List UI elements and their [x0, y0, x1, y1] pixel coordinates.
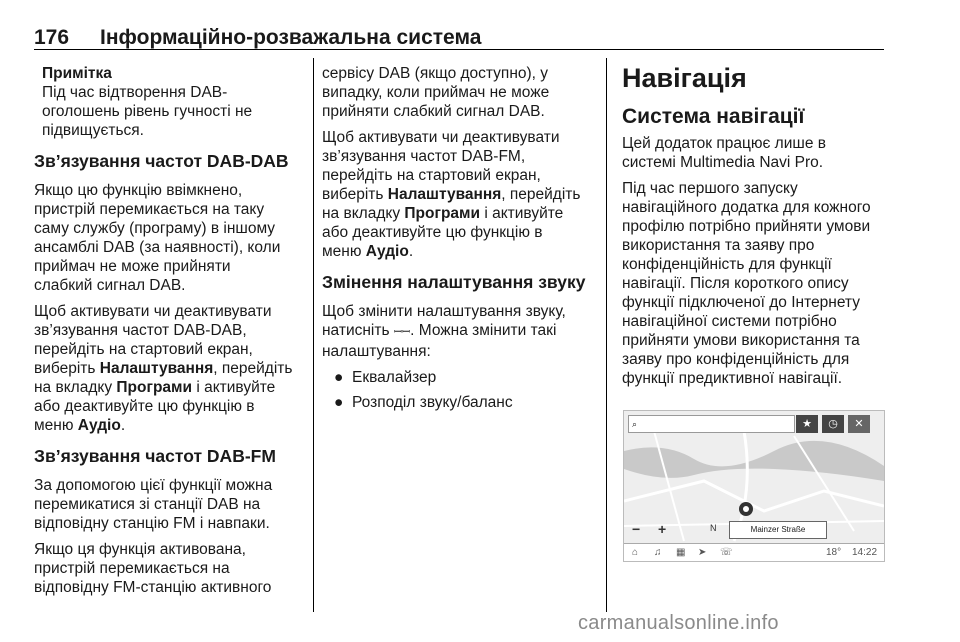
- paragraph: [322, 302, 602, 361]
- recent-clock-icon[interactable]: ◷: [822, 415, 844, 433]
- text: на вкладку: [322, 205, 405, 222]
- text-line: навігаційного додатка для кожного: [622, 199, 871, 216]
- text-line: зв’язування частот DAB-FM,: [322, 148, 526, 165]
- text-line: пристрій перемикається на: [34, 560, 230, 577]
- column-divider-1: [313, 58, 314, 612]
- close-icon[interactable]: ✕: [848, 415, 870, 433]
- text-line: саму службу (програму) в іншому: [34, 220, 276, 237]
- search-icon: ⌕: [632, 419, 638, 429]
- column-2: [322, 64, 602, 418]
- bullet-icon: ●: [334, 369, 344, 386]
- menu-term-programs: Програми: [404, 205, 481, 222]
- page-header: [34, 26, 481, 50]
- text-line: перемикатися зі станції DAB на: [34, 496, 261, 513]
- paragraph: [34, 476, 306, 533]
- note-line: Під час відтворення DAB-: [42, 84, 228, 101]
- equalizer-icon: ꟷꟷ: [393, 327, 411, 338]
- note-block: [42, 64, 306, 140]
- paragraph: [622, 134, 892, 172]
- paragraph: [322, 64, 602, 121]
- text-line: або деактивуйте цю функцію в: [34, 398, 255, 415]
- text: .: [120, 417, 126, 434]
- column-1: [34, 64, 306, 604]
- text-line: прийняти слабкий сигнал DAB.: [322, 103, 545, 120]
- text-line: За допомогою цієї функції можна: [34, 477, 273, 494]
- text: і активуйте: [480, 205, 564, 222]
- zoom-out-button[interactable]: −: [632, 521, 641, 537]
- phone-icon[interactable]: ☏: [720, 547, 733, 558]
- navigation-icon[interactable]: ➤: [698, 547, 707, 558]
- text-line: Якщо цю функцію ввімкнено,: [34, 182, 243, 199]
- navigation-screen-illustration: [623, 410, 885, 562]
- column-3: [622, 62, 892, 395]
- home-icon[interactable]: ⌂: [632, 547, 639, 558]
- text-line: Під час першого запуску: [622, 180, 798, 197]
- text-line: перейдіть на стартовий екран,: [34, 341, 253, 358]
- text-line: відповідну станцію FM і навпаки.: [34, 515, 270, 532]
- menu-term-audio: Аудіо: [77, 417, 121, 434]
- menu-term-programs: Програми: [116, 379, 193, 396]
- bullet-icon: ●: [334, 394, 344, 411]
- text: натисніть: [322, 322, 394, 339]
- text-line: пристрій перемикається на таку: [34, 201, 265, 218]
- text-line: випадку, коли приймач не може: [322, 84, 550, 101]
- menu-term-settings: Налаштування: [99, 360, 214, 377]
- text-line: прийняти умови використання та: [622, 332, 860, 349]
- music-icon[interactable]: ♫: [654, 547, 662, 558]
- paragraph: [34, 181, 306, 295]
- menu-term-settings: Налаштування: [387, 186, 502, 203]
- text-line: Щоб активувати чи деактивувати: [34, 303, 272, 320]
- heading-dab-dab: Зв’язування частот DAB-DAB: [34, 151, 289, 171]
- paragraph: [322, 128, 602, 261]
- paragraph: [34, 302, 306, 435]
- note-title: Примітка: [42, 65, 112, 82]
- text-line: Якщо ця функція активована,: [34, 541, 246, 558]
- text-line: налаштування:: [322, 343, 431, 360]
- text: на вкладку: [34, 379, 117, 396]
- apps-icon[interactable]: ▦: [676, 547, 686, 558]
- text-line: використання та заяву про: [622, 237, 815, 254]
- text-line: Цей додаток працює лише в: [622, 135, 826, 152]
- text: меню: [34, 417, 78, 434]
- section-title: Навігація: [622, 63, 747, 93]
- text-line: слабкий сигнал DAB.: [34, 277, 186, 294]
- list-item-label: Розподіл звуку/баланс: [352, 394, 513, 411]
- text-line: відповідну FM-станцію активного: [34, 579, 272, 596]
- note-line: оголошень рівень гучності не: [42, 103, 253, 120]
- text-line: конфіденційність для функції: [622, 256, 832, 273]
- page-number: 176: [34, 26, 70, 49]
- text-line: заяву про конфіденційність для: [622, 351, 850, 368]
- subsection-title: Система навігації: [622, 105, 805, 128]
- text: . Можна змінити такі: [410, 322, 557, 339]
- text-line: ансамблі DAB (за наявності), коли: [34, 239, 281, 256]
- text-line: профілю потрібно прийняти умови: [622, 218, 871, 235]
- text-line: функції предиктивної навігації.: [622, 370, 843, 387]
- text-line: Щоб активувати чи деактивувати: [322, 129, 560, 146]
- text: .: [408, 243, 414, 260]
- text-line: функції підключеної до Інтернету: [622, 294, 860, 311]
- heading-sound-settings: Змінення налаштування звуку: [322, 272, 586, 292]
- text-line: системі Multimedia Navi Pro.: [622, 154, 824, 171]
- clock: 14:22: [852, 547, 878, 558]
- text-line: перейдіть на стартовий екран,: [322, 167, 541, 184]
- search-input[interactable]: [628, 415, 795, 433]
- text-line: приймач не може прийняти: [34, 258, 231, 275]
- heading-dab-fm: Зв’язування частот DAB-FM: [34, 446, 276, 466]
- favorites-star-icon[interactable]: ★: [796, 415, 818, 433]
- text-line: зв’язування частот DAB-DAB,: [34, 322, 247, 339]
- page-title: Інформаційно-розважальна система: [100, 26, 482, 49]
- text: , перейдіть: [501, 186, 581, 203]
- text: виберіть: [34, 360, 100, 377]
- text: і активуйте: [192, 379, 276, 396]
- temperature: 18°: [826, 547, 842, 558]
- compass-button[interactable]: N: [710, 523, 717, 533]
- menu-term-audio: Аудіо: [365, 243, 409, 260]
- zoom-in-button[interactable]: +: [658, 521, 667, 537]
- note-line: підвищується.: [42, 122, 144, 139]
- text: виберіть: [322, 186, 388, 203]
- text-line: навігації. Після короткого опису: [622, 275, 849, 292]
- text: меню: [322, 243, 366, 260]
- paragraph: [622, 179, 892, 388]
- list-item: [322, 368, 602, 387]
- text-line: Щоб змінити налаштування звуку,: [322, 303, 566, 320]
- text-line: навігаційної системи потрібно: [622, 313, 837, 330]
- paragraph: [34, 540, 306, 597]
- text: , перейдіть: [213, 360, 293, 377]
- watermark: carmanualsonline.info: [578, 612, 779, 634]
- text-line: сервісу DAB (якщо доступно), у: [322, 65, 549, 82]
- text-line: або деактивуйте цю функцію в: [322, 224, 543, 241]
- list-item: [322, 393, 602, 412]
- column-divider-2: [606, 58, 607, 612]
- list-item-label: Еквалайзер: [352, 369, 437, 386]
- header-rule: [34, 49, 884, 50]
- street-name-label: Mainzer Straße: [729, 521, 827, 539]
- status-bar: [624, 543, 884, 562]
